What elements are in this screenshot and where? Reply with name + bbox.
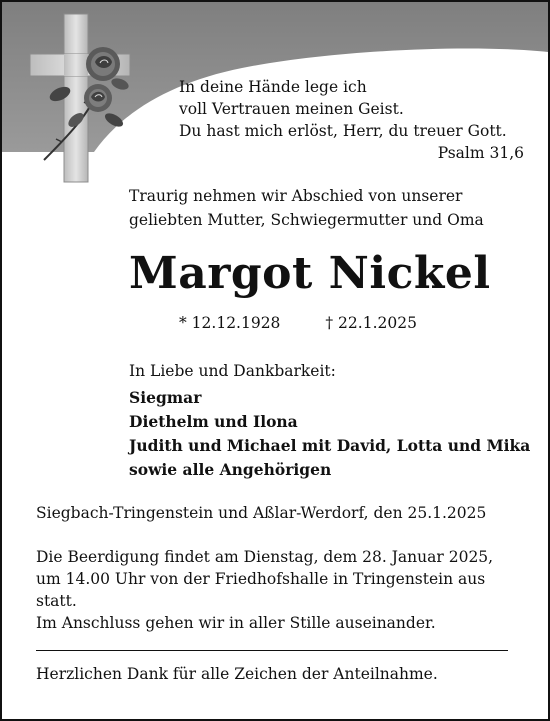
divider: [36, 650, 508, 651]
intro-line-2: geliebten Mutter, Schwiegermutter und Oma: [129, 211, 484, 229]
mourner-name: Diethelm und Ilona: [129, 412, 298, 431]
mourner-name: sowie alle Angehörigen: [129, 460, 332, 479]
verse-line-1: In deine Hände lege ich: [179, 78, 367, 96]
bible-verse: [179, 76, 524, 164]
funeral-line-1: Die Beerdigung findet am Dienstag, dem 28. Januar 2025,: [36, 548, 494, 566]
intro-line-1: Traurig nehmen wir Abschied von unserer: [129, 187, 463, 205]
birth-date: * 12.12.1928: [179, 314, 281, 332]
mourners-intro: In Liebe und Dankbarkeit:: [129, 362, 336, 380]
verse-source: Psalm 31,6: [437, 144, 524, 162]
mourners-list: [129, 386, 530, 482]
verse-line-3: Du hast mich erlöst, Herr, du treuer Gott.: [179, 122, 507, 140]
funeral-line-4: Im Anschluss gehen wir in aller Stille auseinander.: [36, 614, 436, 632]
place-and-date: Siegbach-Tringenstein und Aßlar-Werdorf, den 25.1.2025: [36, 504, 487, 522]
mourner-name: Judith und Michael mit David, Lotta und Mika: [129, 436, 531, 455]
verse-line-2: voll Vertrauen meinen Geist.: [179, 100, 404, 118]
mourner-name: Siegmar: [129, 388, 202, 407]
death-date: † 22.1.2025: [325, 314, 417, 332]
funeral-notice: [36, 546, 516, 634]
funeral-line-2: um 14.00 Uhr von der Friedhofshalle in Tringenstein aus: [36, 570, 486, 588]
farewell-intro: [129, 184, 529, 232]
deceased-name: Margot Nickel: [129, 248, 491, 299]
funeral-line-3: statt.: [36, 592, 77, 610]
closing-thanks: Herzlichen Dank für alle Zeichen der Anteilnahme.: [36, 665, 438, 683]
life-dates: [179, 314, 417, 332]
